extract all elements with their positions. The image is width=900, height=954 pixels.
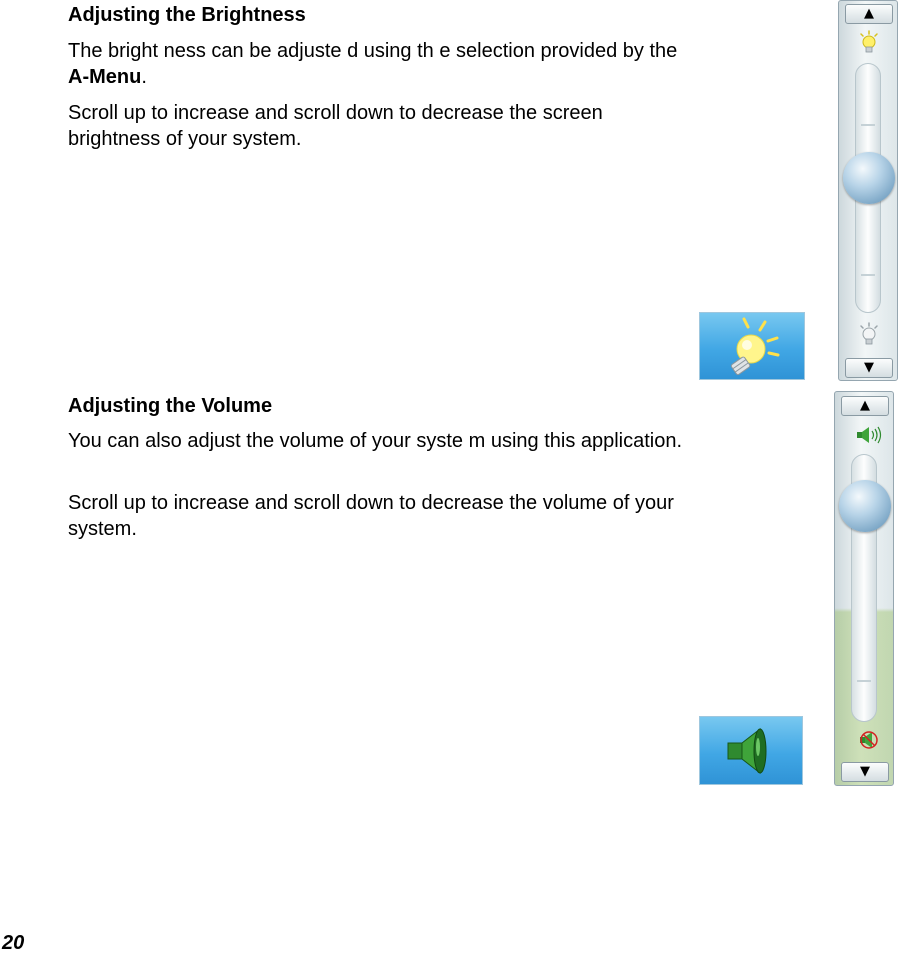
page-number: 20: [2, 932, 25, 954]
brightness-down-button[interactable]: ▼: [845, 358, 893, 378]
brightness-heading: Adjusting the Brightness: [68, 4, 306, 26]
volume-heading: Adjusting the Volume: [68, 395, 273, 417]
speaker-mute-icon: [857, 729, 881, 756]
speaker-icon: [700, 717, 803, 785]
volume-up-button[interactable]: ▲: [841, 396, 889, 416]
volume-paragraph-2: Scroll up to increase and scroll down to decrease the volume of your system.: [68, 492, 674, 540]
brightness-thumb[interactable]: [843, 152, 895, 204]
lightbulb-icon: [700, 313, 805, 380]
volume-paragraph-1: You can also adjust the volume of your syste m using this application.: [68, 430, 683, 452]
brightness-icon-tile: [699, 312, 805, 380]
brightness-up-button[interactable]: ▲: [845, 4, 893, 24]
brightness-paragraph-2: Scroll up to increase and scroll down to decrease the screen brightness of your system.: [68, 102, 603, 150]
speaker-loud-icon: [855, 424, 885, 451]
a-menu-label: A-Menu: [68, 66, 142, 88]
brightness-paragraph-1: The bright ness can be adjuste d using th e selection provided by the A-Menu.: [68, 40, 678, 88]
volume-down-button[interactable]: ▼: [841, 762, 889, 782]
lightbulb-on-icon: [857, 29, 881, 60]
volume-slider[interactable]: [834, 391, 894, 786]
volume-thumb[interactable]: [839, 480, 891, 532]
lightbulb-off-icon: [857, 321, 881, 352]
brightness-slider[interactable]: [838, 0, 898, 381]
volume-icon-tile: [699, 716, 803, 785]
